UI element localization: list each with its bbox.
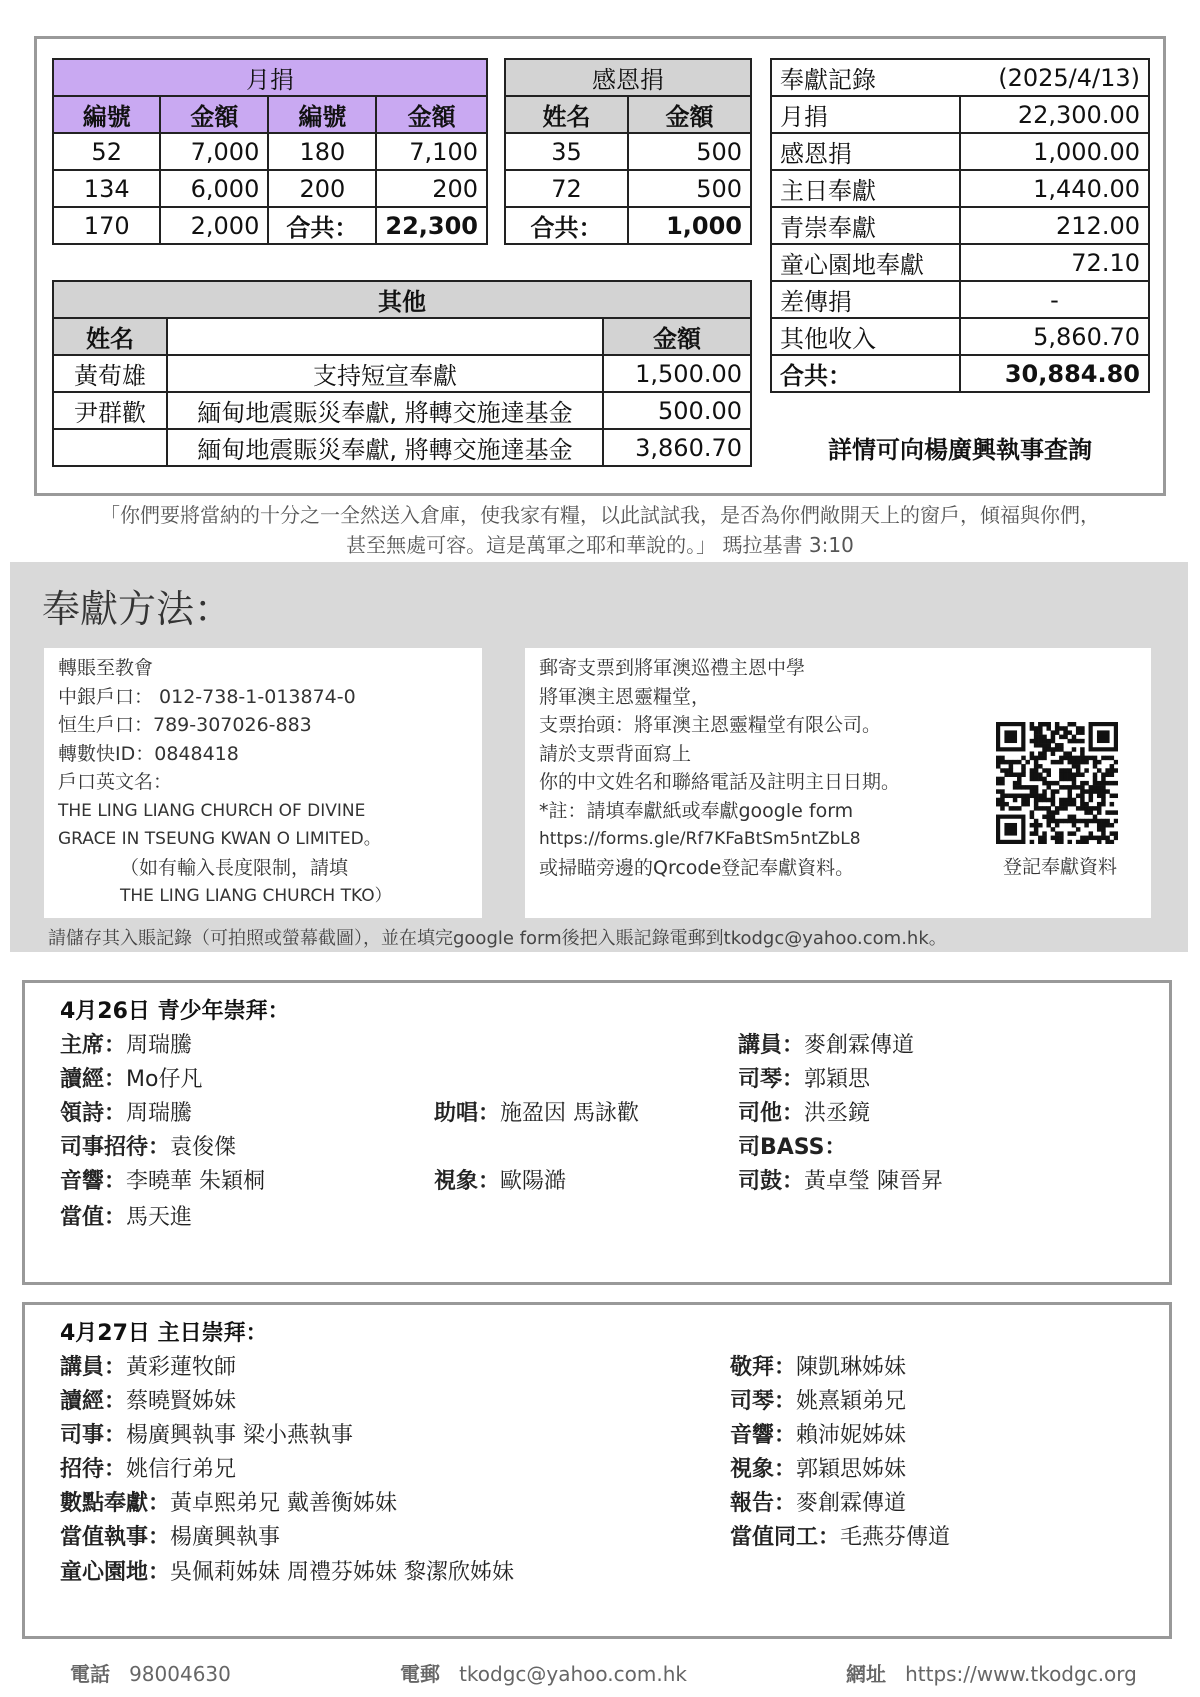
table-row (771, 281, 1149, 318)
footer-phone-label: 電話 (70, 1662, 110, 1686)
other-table-title: 其他 (53, 281, 751, 318)
table-row (53, 429, 751, 466)
cell: 1,440.00 (960, 170, 1149, 207)
thanks-header: 金額 (628, 96, 751, 133)
total-value: 1,000 (628, 207, 751, 244)
table-row (771, 96, 1149, 133)
panel-line: 請於支票背面寫上 (539, 742, 692, 765)
roster-item: 司琴：姚熹穎弟兄 (730, 1389, 907, 1414)
total-label: 合共： (268, 207, 376, 244)
verse-line: 甚至無處可容。這是萬軍之耶和華說的。」 瑪拉基書 3:10 (346, 533, 854, 557)
table-row (53, 355, 751, 392)
table-row (771, 170, 1149, 207)
roster-item: 講員：麥創霖傳道 (738, 1033, 915, 1058)
total-value: 22,300 (376, 207, 487, 244)
cell: 200 (268, 170, 376, 207)
qr-code-icon[interactable] (996, 722, 1118, 844)
footer-web-label: 網址 (846, 1662, 886, 1686)
roster-item: 童心園地：吳佩莉姊妹 周禮芬姊妹 黎潔欣姊妹 (60, 1560, 515, 1585)
other-offering-table (52, 280, 752, 467)
table-row (771, 318, 1149, 355)
table-row (771, 355, 1149, 392)
panel-line: 戶口英文名： (58, 771, 173, 793)
cell: 青崇奉獻 (771, 207, 960, 244)
thanksgiving-offering-table (504, 58, 752, 245)
panel-line: 恒生戶口：789-307026-883 (58, 714, 312, 736)
monthly-header: 金額 (160, 96, 268, 133)
bank-transfer-panel (44, 648, 482, 918)
footer (0, 1658, 1200, 1688)
youth-service-heading (60, 994, 290, 1025)
cell: 1,000.00 (960, 133, 1149, 170)
monthly-offering-table (52, 58, 488, 245)
table-row (771, 244, 1149, 281)
footer-phone (70, 1658, 231, 1687)
thanks-table-title: 感恩捐 (505, 59, 751, 96)
thanks-header: 姓名 (505, 96, 628, 133)
roster-item: 司BASS： (738, 1135, 847, 1160)
cell: 1,500.00 (603, 355, 751, 392)
other-header-name: 姓名 (53, 318, 167, 355)
panel-line: 支票抬頭：將軍澳主恩靈糧堂有限公司。 (539, 714, 882, 736)
roster-item: 音響：賴沛妮姊妹 (730, 1423, 907, 1448)
table-row (53, 170, 487, 207)
table-row (505, 170, 751, 207)
roster-item: 敬拜：陳凱琳姊妹 (730, 1355, 907, 1380)
cell: 35 (505, 133, 628, 170)
cell: 22,300.00 (960, 96, 1149, 133)
giving-record-note: 請儲存其入賬記錄（可拍照或螢幕截圖），並在填完google form後把入賬記錄電郵到tkodgc@yahoo.com.hk。 (48, 928, 947, 949)
panel-line: 郵寄支票到將軍澳巡禮主恩中學 (539, 657, 806, 679)
service-title: 青少年崇拜： (157, 999, 290, 1024)
roster-item: 數點奉獻：黃卓熙弟兄 戴善衡姊妹 (60, 1491, 398, 1516)
giving-methods-title: 奉獻方法： (42, 587, 233, 631)
cell: 72.10 (960, 244, 1149, 281)
cell: 差傳捐 (771, 281, 960, 318)
roster-item: 報告：麥創霖傳道 (730, 1491, 907, 1516)
cell: - (960, 281, 1149, 318)
table-row (771, 133, 1149, 170)
roster-item: 讀經：Mo仔凡 (60, 1067, 203, 1092)
cell: 3,860.70 (603, 429, 751, 466)
cell: 500.00 (603, 392, 751, 429)
roster-item: 主席：周瑞騰 (60, 1033, 193, 1058)
roster-item: 當值執事：楊廣興執事 (60, 1525, 281, 1550)
panel-line: 或掃瞄旁邊的Qrcode登記奉獻資料。 (539, 856, 855, 879)
record-date: (2025/4/13) (960, 59, 1149, 96)
panel-line: 轉賬至教會 (58, 657, 154, 679)
record-inquiry-note: 詳情可向楊廣興執事查詢 (828, 436, 1092, 464)
roster-item: 司鼓：黃卓瑩 陳晉昇 (738, 1169, 944, 1194)
cell: 170 (53, 207, 160, 244)
bible-verse (40, 500, 1160, 560)
cell: 黃荀雄 (53, 355, 167, 392)
monthly-header: 編號 (53, 96, 160, 133)
footer-email-value[interactable]: tkodgc@yahoo.com.hk (459, 1662, 687, 1686)
cell: 緬甸地震賑災奉獻, 將轉交施達基金 (167, 429, 603, 466)
cell: 童心園地奉獻 (771, 244, 960, 281)
footer-email-label: 電郵 (400, 1662, 440, 1686)
record-title: 奉獻記錄 (771, 59, 960, 96)
total-label: 合共： (771, 355, 960, 392)
cell (53, 429, 167, 466)
table-row (53, 133, 487, 170)
cell: 主日奉獻 (771, 170, 960, 207)
table-row (771, 207, 1149, 244)
panel-line: 將軍澳主恩靈糧堂， (539, 685, 711, 708)
cell: 200 (376, 170, 487, 207)
cell: 500 (628, 170, 751, 207)
other-header-amount: 金額 (603, 318, 751, 355)
table-row (53, 207, 487, 244)
cell: 7,000 (160, 133, 268, 170)
roster-item: 當值：馬天進 (60, 1205, 193, 1230)
roster-item: 領詩：周瑞騰 (60, 1101, 193, 1126)
offering-record-table (770, 58, 1150, 393)
cell: 500 (628, 133, 751, 170)
roster-item: 視象：歐陽澔 (434, 1169, 567, 1194)
panel-line: 中銀戶口： 012-738-1-013874-0 (58, 685, 356, 708)
cell: 52 (53, 133, 160, 170)
cell: 緬甸地震賑災奉獻, 將轉交施達基金 (167, 392, 603, 429)
service-date: 4月26日 (60, 999, 150, 1024)
panel-line: 轉數快ID：0848418 (58, 742, 239, 765)
cell: 134 (53, 170, 160, 207)
footer-website (846, 1658, 1137, 1687)
monthly-header: 金額 (376, 96, 487, 133)
footer-phone-value: 98004630 (129, 1662, 231, 1686)
cell: 6,000 (160, 170, 268, 207)
footer-web-value[interactable]: https://www.tkodgc.org (905, 1662, 1137, 1686)
cell: 7,100 (376, 133, 487, 170)
cell: 2,000 (160, 207, 268, 244)
panel-line: GRACE IN TSEUNG KWAN O LIMITED。 (58, 829, 381, 849)
table-row (505, 207, 751, 244)
table-row (53, 392, 751, 429)
cell: 感恩捐 (771, 133, 960, 170)
cell: 72 (505, 170, 628, 207)
roster-item: 司事招待：袁俊傑 (60, 1135, 237, 1160)
panel-line: THE LING LIANG CHURCH OF DIVINE (58, 800, 366, 821)
monthly-table-title: 月捐 (53, 59, 487, 96)
panel-line: （如有輸入長度限制，請填 (120, 856, 349, 879)
roster-item: 司琴：郭穎思 (738, 1067, 871, 1092)
roster-item: 講員：黃彩蓮牧師 (60, 1355, 237, 1380)
roster-item: 司事：楊廣興執事 梁小燕執事 (60, 1423, 354, 1448)
roster-item: 音響：李曉華 朱穎桐 (60, 1169, 266, 1194)
total-label: 合共： (505, 207, 628, 244)
verse-line: 「你們要將當納的十分之一全然送入倉庫，使我家有糧，以此試試我，是否為你們敞開天上的窗戶，傾福與你們， (100, 503, 1100, 527)
cell: 月捐 (771, 96, 960, 133)
service-date: 4月27日 (60, 1321, 150, 1346)
roster-item: 當值同工：毛燕芬傳道 (730, 1525, 951, 1550)
cell: 其他收入 (771, 318, 960, 355)
monthly-header: 編號 (268, 96, 376, 133)
cell: 180 (268, 133, 376, 170)
roster-item: 招待：姚信行弟兄 (60, 1457, 237, 1482)
service-title: 主日崇拜： (157, 1321, 268, 1346)
table-row (505, 133, 751, 170)
cell: 5,860.70 (960, 318, 1149, 355)
roster-item: 助唱：施盈因 馬詠歡 (434, 1101, 640, 1126)
roster-item: 司他：洪丞鏡 (738, 1101, 871, 1126)
cell: 支持短宣奉獻 (167, 355, 603, 392)
panel-line: 你的中文姓名和聯絡電話及註明主日日期。 (539, 771, 901, 793)
qr-caption: 登記奉獻資料 (1002, 856, 1117, 878)
roster-item: 讀經：蔡曉賢姊妹 (60, 1389, 237, 1414)
panel-line: THE LING LIANG CHURCH TKO） (120, 886, 392, 906)
roster-item: 視象：郭穎思姊妹 (730, 1457, 907, 1482)
panel-line: *註：請填奉獻紙或奉獻google form (539, 799, 854, 822)
other-header-blank (167, 318, 603, 355)
panel-line[interactable]: https://forms.gle/Rf7KFaBtSm5ntZbL8 (539, 829, 861, 849)
total-value: 30,884.80 (960, 355, 1149, 392)
cell: 212.00 (960, 207, 1149, 244)
cell: 尹群歡 (53, 392, 167, 429)
footer-email (400, 1658, 687, 1687)
sunday-service-heading (60, 1316, 268, 1347)
